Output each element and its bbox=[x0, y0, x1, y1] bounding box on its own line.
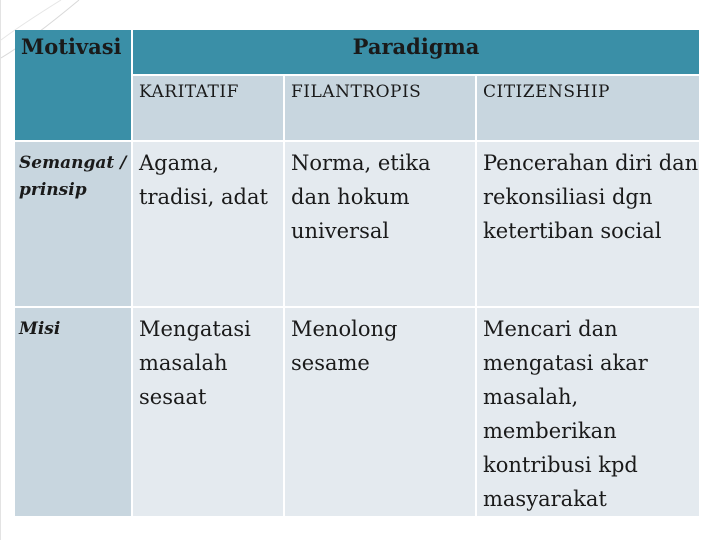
column-header-citizenship: CITIZENSHIP bbox=[477, 76, 699, 140]
cell-misi-citizenship: Mencari dan mengatasi akar masalah, memberikan kontribusi kpd masyarakat bbox=[477, 308, 699, 516]
cell-semangat-filantropis: Norma, etika dan hokum universal bbox=[285, 142, 475, 306]
column-header-karitatif: KARITATIF bbox=[133, 76, 283, 140]
column-header-filantropis: FILANTROPIS bbox=[285, 76, 475, 140]
row-label-misi: Misi bbox=[15, 308, 131, 516]
header-motivasi: Motivasi bbox=[15, 30, 131, 140]
paradigm-table bbox=[13, 28, 701, 518]
cell-semangat-citizenship: Pencerahan diri dan rekonsiliasi dgn ketertiban social bbox=[477, 142, 699, 306]
header-paradigma: Paradigma bbox=[133, 30, 699, 74]
cell-semangat-karitatif: Agama, tradisi, adat bbox=[133, 142, 283, 306]
cell-misi-filantropis: Menolong sesame bbox=[285, 308, 475, 516]
cell-misi-karitatif: Mengatasi masalah sesaat bbox=[133, 308, 283, 516]
row-label-semangat: Semangat / prinsip bbox=[15, 142, 131, 306]
